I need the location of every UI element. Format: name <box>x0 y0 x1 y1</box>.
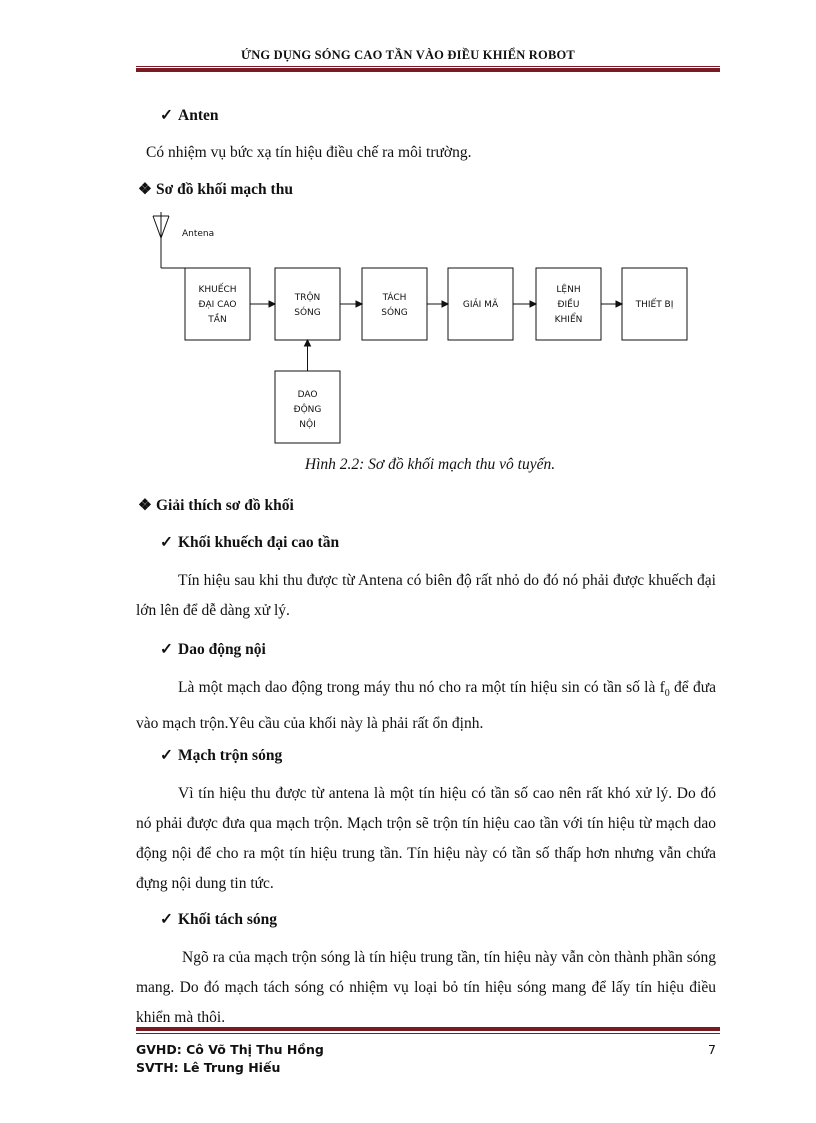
checkmark-icon: ✓ <box>160 641 173 658</box>
block-mixer <box>275 268 340 340</box>
diamond-bullet-icon: ❖ <box>138 181 152 198</box>
block-label: ĐIỀU <box>557 300 580 310</box>
footer-rule-thin <box>136 1033 720 1034</box>
block-detector <box>362 268 427 340</box>
block-label: ĐẠI CAO <box>198 300 237 310</box>
paragraph-detector: Ngõ ra của mạch trộn sóng là tín hiệu trung tần, tín hiệu này vẫn còn thành phần sóng mang. Do đó mạch tách sóng có nhiệm vụ loại bỏ tín hiệu sóng mang để lấy tín hiệu điều khiển mà thôi. <box>136 949 716 1026</box>
heading-local-oscillator: ✓ Dao động nội <box>160 641 266 658</box>
paragraph-rf-amplifier: Tín hiệu sau khi thu được từ Antena có biên độ rất nhỏ do đó nó phải được khuếch đại lớn lên để dễ dàng xử lý. <box>136 572 716 619</box>
heading-explanation: ❖ Giải thích sơ đồ khối <box>138 497 294 514</box>
block-label: TRỘN <box>294 293 321 303</box>
block-label: TÁCH <box>382 293 407 303</box>
checkmark-icon: ✓ <box>160 911 173 928</box>
anten-body: Có nhiệm vụ bức xạ tín hiệu điều chế ra môi trường. <box>146 144 472 161</box>
diamond-bullet-icon: ❖ <box>138 497 152 514</box>
heading-detector: ✓ Khối tách sóng <box>160 911 278 928</box>
heading-mixer: ✓ Mạch trộn sóng <box>160 747 283 764</box>
heading-rf-amplifier: ✓ Khối khuếch đại cao tần <box>160 534 340 551</box>
block-label: KHIỂN <box>554 315 583 325</box>
page-number: 7 <box>708 1042 716 1057</box>
checkmark-icon: ✓ <box>160 107 173 124</box>
footer-rule-thick <box>136 1027 720 1031</box>
block-label: NỘI <box>299 420 316 430</box>
header-rule-thin <box>136 66 720 67</box>
paragraph-mixer: Vì tín hiệu thu được từ antena là một tín hiệu có tần số cao nên rất khó xử lý. Do đó nó phải được đưa qua mạch trộn. Mạch trộn sẽ trộn tín hiệu cao tần với tín hiệu từ mạch dao động nội để cho ra một tín hiệu trung tần. Tín hiệu này có tần số thấp hơn nhưng vẫn chứa đựng nội dung tin tức. <box>136 785 716 892</box>
heading-block-diagram: ❖ Sơ đồ khối mạch thu <box>138 181 293 198</box>
block-label: ĐỘNG <box>293 405 322 415</box>
antenna-label: Antena <box>182 229 215 239</box>
checkmark-icon: ✓ <box>160 534 173 551</box>
header-rule-thick <box>136 68 720 72</box>
paragraph-local-oscillator: Là một mạch dao động trong máy thu nó cho ra một tín hiệu sin có tần số là $f_0$ để đưa vào mạch trộn.Yêu cầu của khối này là phải rất ổn định. <box>136 679 716 733</box>
figure-caption: Hình 2.2: Sơ đồ khối mạch thu vô tuyến. <box>304 456 556 473</box>
block-label: GIẢI MÃ <box>462 300 499 310</box>
block-label: SÓNG <box>294 308 321 318</box>
page-header-title: ỨNG DỤNG SÓNG CAO TẦN VÀO ĐIỀU KHIỂN ROBOT <box>241 48 575 62</box>
receiver-block-diagram <box>140 208 720 448</box>
block-label: TẦN <box>208 315 227 325</box>
block-label: SÓNG <box>381 308 408 318</box>
heading-anten: ✓ Anten <box>160 107 219 124</box>
block-label: THIẾT BỊ <box>635 300 674 310</box>
block-label: LỆNH <box>556 285 581 295</box>
checkmark-icon: ✓ <box>160 747 173 764</box>
antenna-icon <box>153 212 185 268</box>
block-label: KHUẾCH <box>198 285 237 295</box>
block-label: DAO <box>297 390 318 400</box>
footer-advisor: GVHD: Cô Võ Thị Thu Hồng <box>136 1042 324 1057</box>
footer-student: SVTH: Lê Trung Hiếu <box>136 1060 281 1075</box>
